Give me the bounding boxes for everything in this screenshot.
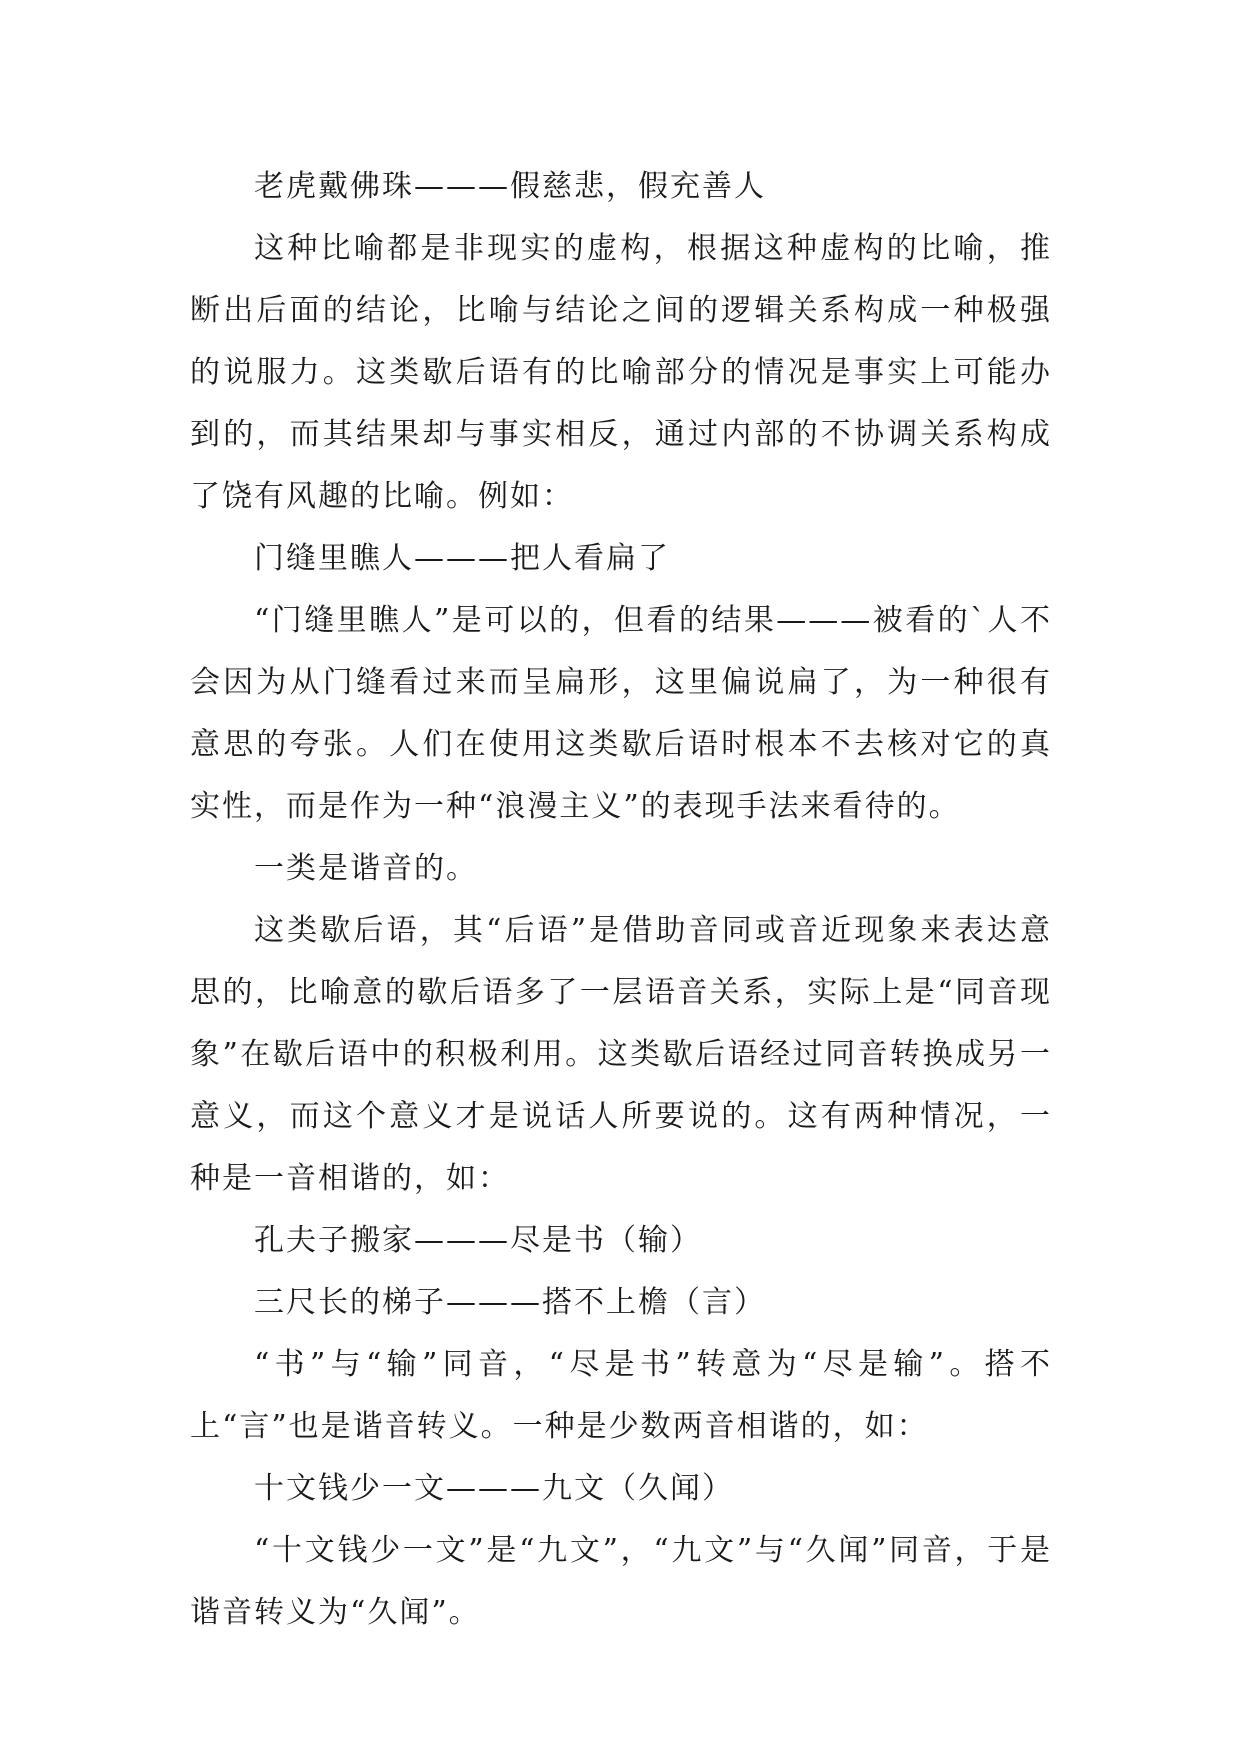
paragraph-explanation-coins: “十文钱少一文”是“九文”，“九文”与“久闻”同音，于是谐音转义为“久闻”。 (190, 1533, 1052, 1630)
document-body (190, 156, 1052, 1644)
paragraph-homophone-heading: 一类是谐音的。 (254, 851, 478, 886)
paragraph-explanation-door: “门缝里瞧人”是可以的，但看的结果———被看的`人不会因为从门缝看过来而呈扁形，这里偏说扁了，为一种很有意思的夸张。人们在使用这类歇后语时根本不去核对它的真实性，而是作为一种“浪漫主义”的表现手法来看待的。 (190, 603, 1052, 824)
paragraph-example-confucius: 孔夫子搬家———尽是书（输） (254, 1223, 702, 1258)
paragraph-example-tiger: 老虎戴佛珠———假慈悲，假充善人 (254, 169, 766, 204)
paragraph-example-door: 门缝里瞧人———把人看扁了 (254, 541, 670, 576)
paragraph-example-ladder: 三尺长的梯子———搭不上檐（言） (254, 1285, 766, 1320)
paragraph-explanation-book: “书”与“输”同音，“尽是书”转意为“尽是输”。搭不上“言”也是谐音转义。一种是少数两音相谐的，如： (190, 1347, 1052, 1444)
paragraph-example-coins: 十文钱少一文———九文（久闻） (254, 1471, 734, 1506)
paragraph-explanation-fiction: 这种比喻都是非现实的虚构，根据这种虚构的比喻，推断出后面的结论，比喻与结论之间的逻辑关系构成一种极强的说服力。这类歇后语有的比喻部分的情况是事实上可能办到的，而其结果却与事实相反，通过内部的不协调关系构成了饶有风趣的比喻。例如： (190, 231, 1052, 514)
paragraph-explanation-homophone: 这类歇后语，其“后语”是借助音同或音近现象来表达意思的，比喻意的歇后语多了一层语音关系，实际上是“同音现象”在歇后语中的积极利用。这类歇后语经过同音转换成另一意义，而这个意义才是说话人所要说的。这有两种情况，一种是一音相谐的，如： (190, 913, 1052, 1196)
